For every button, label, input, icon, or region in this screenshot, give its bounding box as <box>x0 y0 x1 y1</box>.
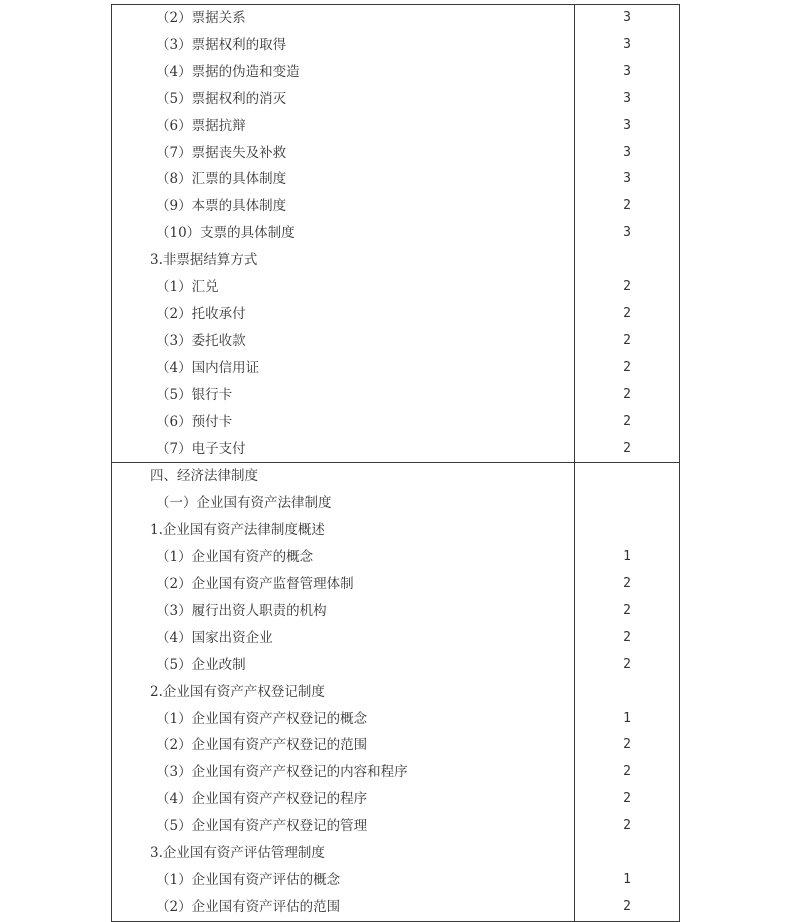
subheading-row <box>112 679 680 706</box>
level-value: 1 <box>623 710 631 726</box>
level-cell <box>575 5 680 32</box>
subheading-row <box>112 840 680 867</box>
topic-text: （2）企业国有资产产权登记的范围 <box>156 737 368 754</box>
table-row <box>112 544 680 571</box>
level-cell <box>575 59 680 86</box>
level-value: 2 <box>623 629 631 645</box>
table-row <box>112 220 680 247</box>
topic-cell <box>112 220 575 247</box>
topic-text: （4）国家出资企业 <box>156 629 273 646</box>
topic-cell <box>112 355 575 382</box>
topic-text: （5）银行卡 <box>156 386 233 403</box>
topic-cell <box>112 625 575 652</box>
table-row <box>112 813 680 840</box>
level-value: 3 <box>623 36 631 52</box>
topic-cell <box>112 490 575 517</box>
level-value: 2 <box>623 602 631 618</box>
level-cell <box>575 32 680 59</box>
topic-text: （3）委托收款 <box>156 332 246 349</box>
level-cell <box>575 894 680 921</box>
level-cell <box>575 867 680 894</box>
level-value: 2 <box>623 359 631 375</box>
topic-text: （2）企业国有资产评估的范围 <box>156 898 341 915</box>
topic-text: （7）电子支付 <box>156 440 246 457</box>
level-value: 2 <box>623 279 631 295</box>
level-cell <box>575 544 680 571</box>
table-row <box>112 382 680 409</box>
table-row <box>112 86 680 113</box>
group-heading-row <box>112 490 680 517</box>
level-value: 3 <box>623 90 631 106</box>
topic-text: （一）企业国有资产法律制度 <box>156 495 332 512</box>
topic-cell <box>112 732 575 759</box>
syllabus-table <box>111 4 680 922</box>
level-cell <box>575 113 680 140</box>
level-cell <box>575 679 680 706</box>
topic-text: （1）企业国有资产产权登记的概念 <box>156 710 368 727</box>
table-row <box>112 894 680 921</box>
topic-text: （4）国内信用证 <box>156 359 260 376</box>
table-row <box>112 732 680 759</box>
topic-text: （10）支票的具体制度 <box>156 225 295 242</box>
subheading-row <box>112 247 680 274</box>
level-cell <box>575 140 680 167</box>
level-cell <box>575 598 680 625</box>
topic-cell <box>112 436 575 463</box>
level-value: 2 <box>623 656 631 672</box>
level-cell <box>575 247 680 274</box>
topic-text: （5）票据权利的消灭 <box>156 90 287 107</box>
topic-cell <box>112 59 575 86</box>
level-cell <box>575 220 680 247</box>
level-cell <box>575 625 680 652</box>
table-row <box>112 328 680 355</box>
topic-text: （5）企业国有资产产权登记的管理 <box>156 818 368 835</box>
topic-text: （9）本票的具体制度 <box>156 198 287 215</box>
level-value: 2 <box>623 818 631 834</box>
topic-cell <box>112 679 575 706</box>
level-cell <box>575 706 680 733</box>
table-row <box>112 355 680 382</box>
level-cell <box>575 328 680 355</box>
topic-text: （3）企业国有资产产权登记的内容和程序 <box>156 764 408 781</box>
topic-cell <box>112 32 575 59</box>
table-row <box>112 301 680 328</box>
level-cell <box>575 759 680 786</box>
level-cell <box>575 517 680 544</box>
topic-text: （7）票据丧失及补救 <box>156 144 287 161</box>
table-row <box>112 140 680 167</box>
topic-cell <box>112 894 575 921</box>
topic-text: （3）票据权利的取得 <box>156 36 287 53</box>
topic-text: （5）企业改制 <box>156 656 246 673</box>
level-cell <box>575 274 680 301</box>
table-row <box>112 409 680 436</box>
topic-cell <box>112 301 575 328</box>
topic-cell <box>112 463 575 490</box>
level-cell <box>575 86 680 113</box>
topic-cell <box>112 786 575 813</box>
topic-cell <box>112 193 575 220</box>
topic-text: 3.企业国有资产评估管理制度 <box>150 845 325 862</box>
level-value: 2 <box>623 737 631 753</box>
table-row <box>112 59 680 86</box>
topic-text: （6）预付卡 <box>156 413 233 430</box>
topic-cell <box>112 382 575 409</box>
table-row <box>112 759 680 786</box>
level-value: 2 <box>623 198 631 214</box>
level-value: 2 <box>623 386 631 402</box>
topic-cell <box>112 328 575 355</box>
table-row <box>112 5 680 32</box>
topic-cell <box>112 867 575 894</box>
table-row <box>112 113 680 140</box>
topic-cell <box>112 652 575 679</box>
level-cell <box>575 571 680 598</box>
topic-text: 四、经济法律制度 <box>150 468 258 485</box>
topic-cell <box>112 598 575 625</box>
table-row <box>112 274 680 301</box>
topic-text: 1.企业国有资产法律制度概述 <box>150 522 325 539</box>
table-row <box>112 193 680 220</box>
table-row <box>112 867 680 894</box>
level-value: 3 <box>623 171 631 187</box>
level-cell <box>575 355 680 382</box>
level-cell <box>575 813 680 840</box>
level-value: 2 <box>623 764 631 780</box>
level-value: 2 <box>623 576 631 592</box>
topic-text: （2）托收承付 <box>156 305 246 322</box>
level-value: 2 <box>623 413 631 429</box>
topic-text: 2.企业国有资产产权登记制度 <box>150 683 325 700</box>
topic-text: （6）票据抗辩 <box>156 117 246 134</box>
topic-cell <box>112 706 575 733</box>
syllabus-table-body <box>112 5 680 922</box>
topic-text: （1）企业国有资产的概念 <box>156 549 314 566</box>
level-cell <box>575 409 680 436</box>
topic-text: （4）票据的伪造和变造 <box>156 63 300 80</box>
topic-cell <box>112 813 575 840</box>
table-row <box>112 166 680 193</box>
table-row <box>112 652 680 679</box>
level-value: 1 <box>623 872 631 887</box>
level-cell <box>575 732 680 759</box>
level-value: 2 <box>623 440 631 456</box>
level-value: 3 <box>623 63 631 79</box>
level-cell <box>575 193 680 220</box>
table-row <box>112 625 680 652</box>
topic-cell <box>112 409 575 436</box>
level-value: 3 <box>623 144 631 160</box>
table-row <box>112 706 680 733</box>
table-row <box>112 32 680 59</box>
level-cell <box>575 840 680 867</box>
level-cell <box>575 166 680 193</box>
topic-cell <box>112 247 575 274</box>
subheading-row <box>112 517 680 544</box>
topic-cell <box>112 86 575 113</box>
topic-text: （2）企业国有资产监督管理体制 <box>156 576 354 593</box>
topic-cell <box>112 166 575 193</box>
topic-cell <box>112 517 575 544</box>
level-cell <box>575 463 680 490</box>
level-value: 1 <box>623 549 631 565</box>
level-value: 3 <box>623 10 631 25</box>
topic-cell <box>112 113 575 140</box>
topic-text: （8）汇票的具体制度 <box>156 171 287 188</box>
level-value: 2 <box>623 898 631 914</box>
level-cell <box>575 382 680 409</box>
topic-cell <box>112 544 575 571</box>
level-cell <box>575 786 680 813</box>
table-row <box>112 436 680 463</box>
level-value: 2 <box>623 305 631 321</box>
level-value: 2 <box>623 332 631 348</box>
topic-text: （1）汇兑 <box>156 279 219 296</box>
topic-text: 3.非票据结算方式 <box>150 252 258 269</box>
topic-cell <box>112 571 575 598</box>
level-value: 3 <box>623 225 631 241</box>
topic-text: （2）票据关系 <box>156 10 246 26</box>
topic-cell <box>112 840 575 867</box>
topic-text: （3）履行出资人职责的机构 <box>156 602 327 619</box>
table-row <box>112 598 680 625</box>
level-cell <box>575 301 680 328</box>
level-value: 3 <box>623 117 631 133</box>
level-value: 2 <box>623 791 631 807</box>
level-cell <box>575 436 680 463</box>
topic-text: （4）企业国有资产产权登记的程序 <box>156 791 368 808</box>
topic-text: （1）企业国有资产评估的概念 <box>156 872 341 888</box>
section-heading-row <box>112 463 680 490</box>
table-row <box>112 786 680 813</box>
topic-cell <box>112 759 575 786</box>
table-row <box>112 571 680 598</box>
level-cell <box>575 490 680 517</box>
topic-cell <box>112 5 575 32</box>
level-cell <box>575 652 680 679</box>
topic-cell <box>112 274 575 301</box>
topic-cell <box>112 140 575 167</box>
